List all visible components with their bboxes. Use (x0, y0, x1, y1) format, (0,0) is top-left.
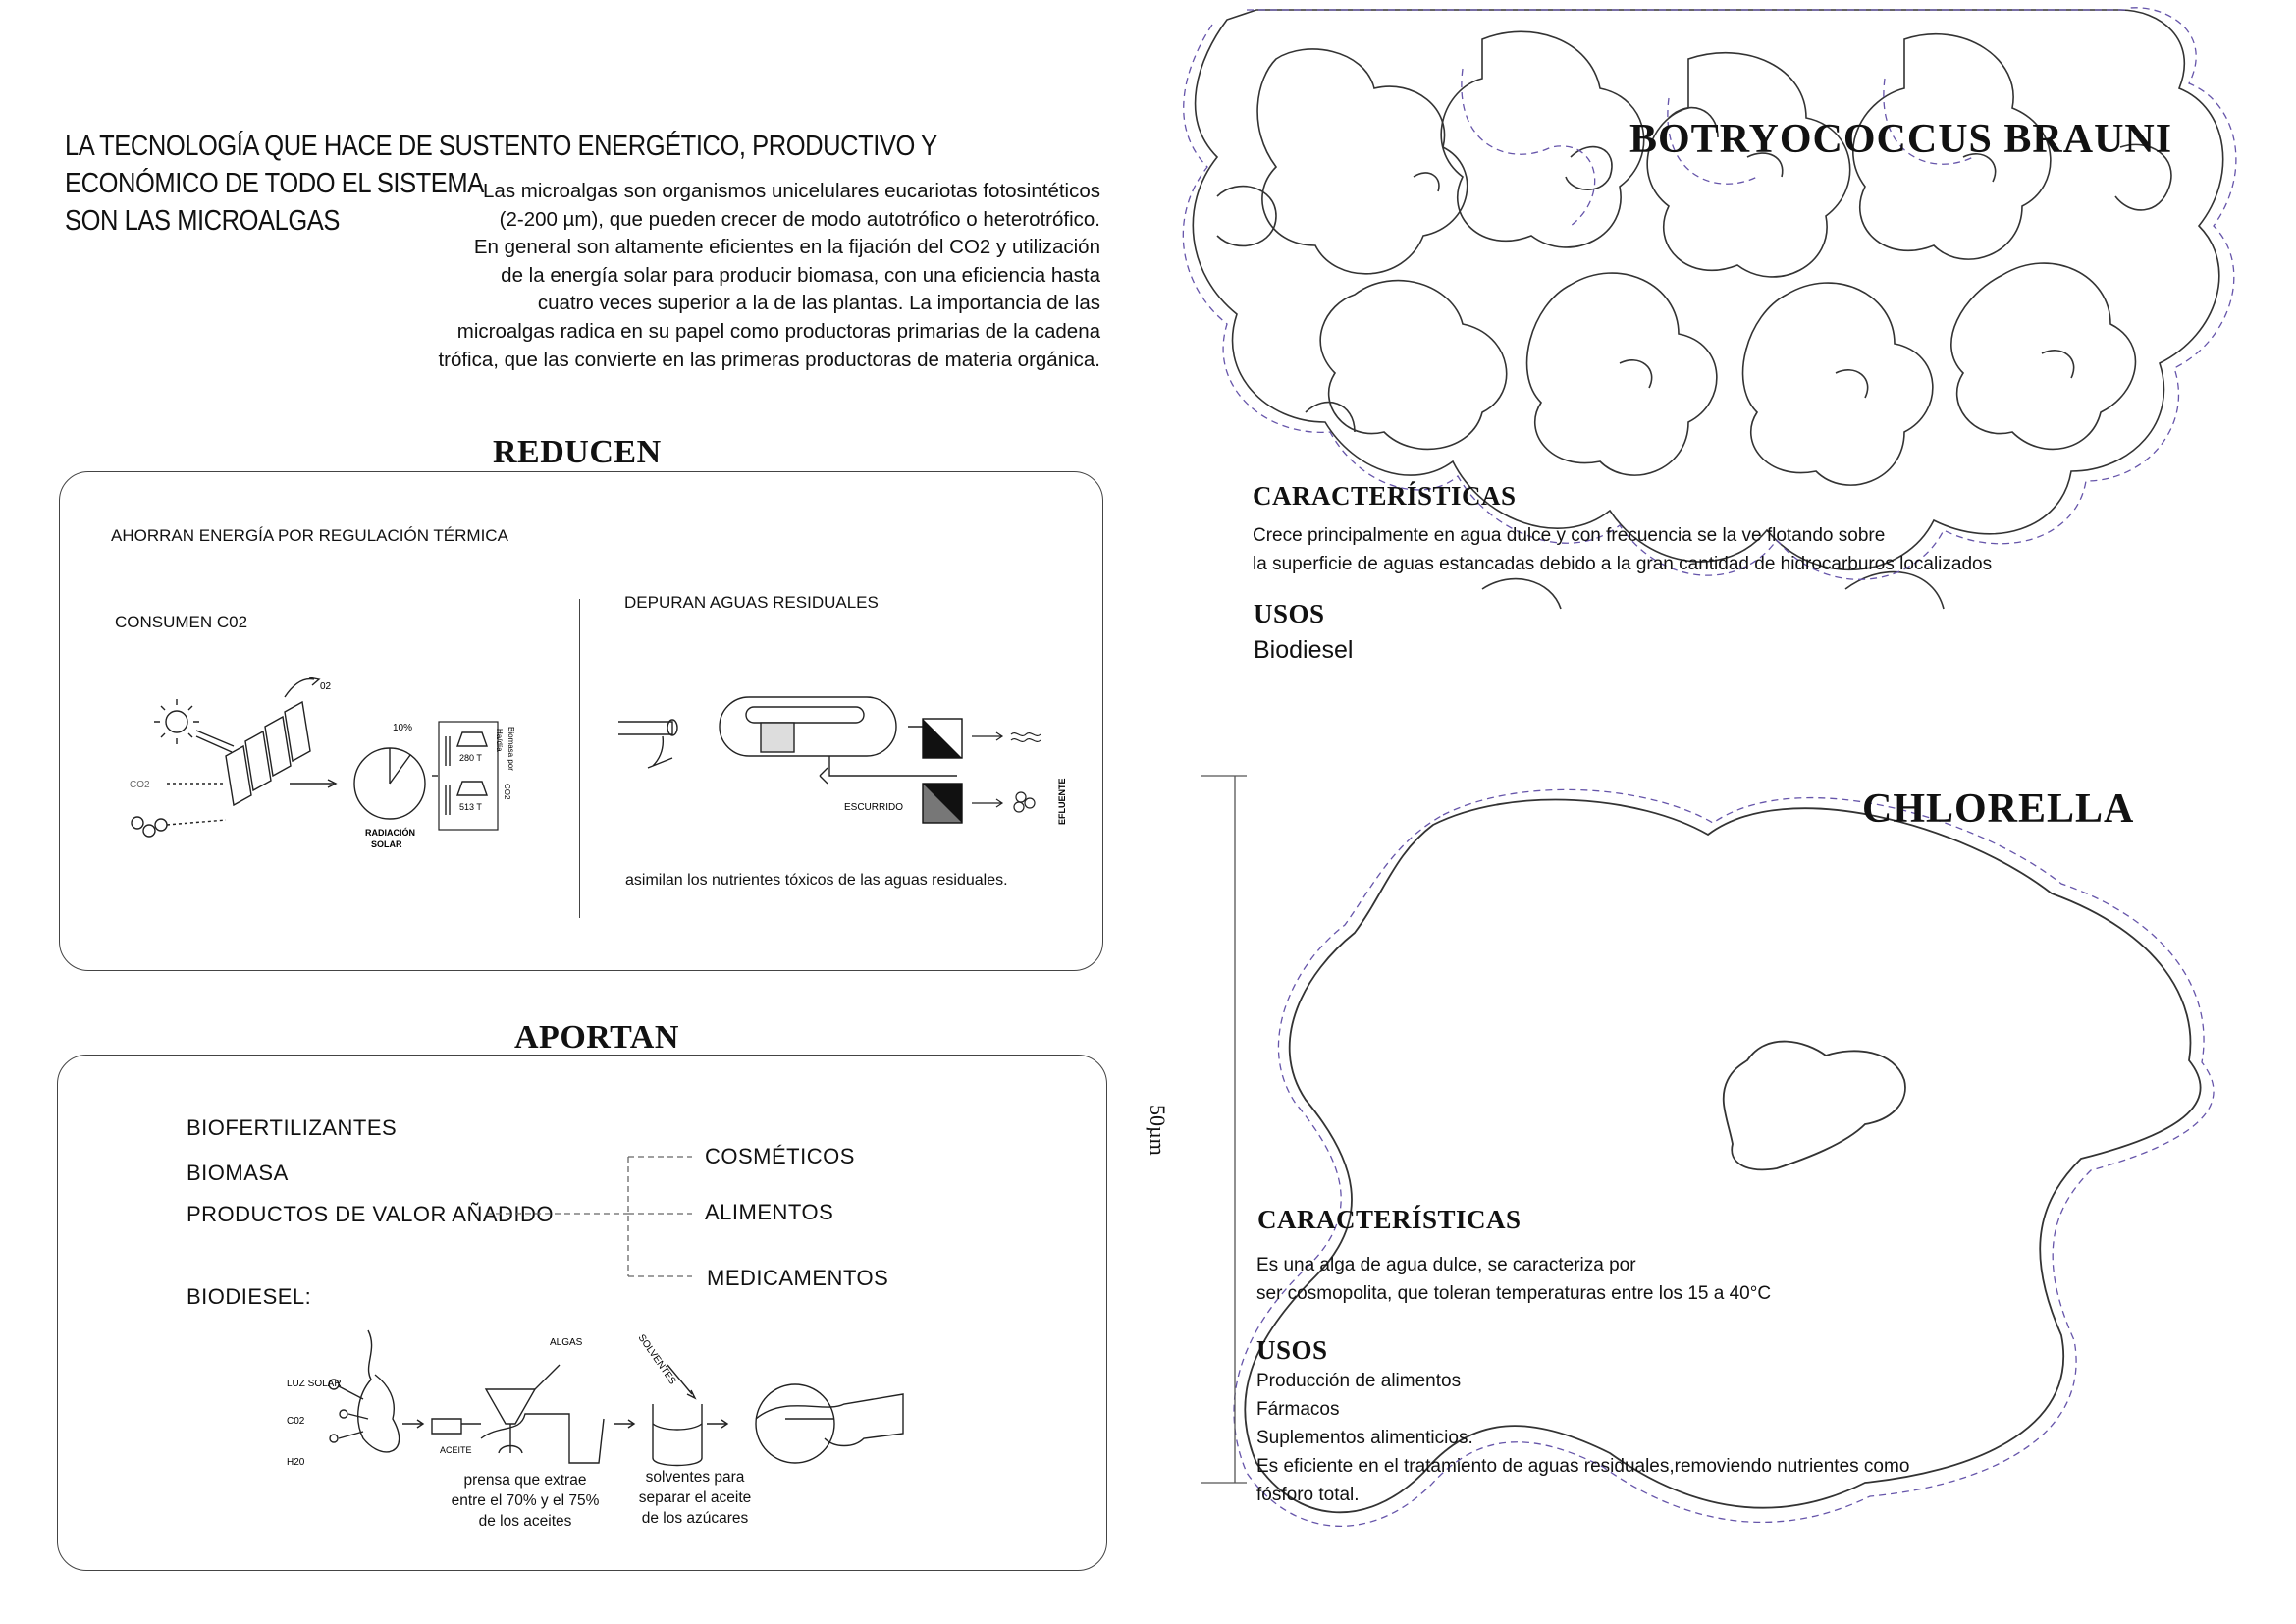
sun-icon (166, 711, 187, 732)
intro-line: (2-200 µm), que pueden crecer de modo autotrófico o heterotrófico. (499, 207, 1100, 231)
caption-line: prensa que extrae (463, 1472, 587, 1489)
medicamentos-label: MEDICAMENTOS (707, 1266, 889, 1290)
botryococcus-caract-text (1253, 521, 1992, 578)
cosmeticos-label: COSMÉTICOS (705, 1144, 855, 1168)
solar-label: SOLAR (371, 839, 402, 849)
botryococcus-usos-text: Biodiesel (1254, 636, 1354, 664)
biomasa-por-label: Biomasa por (507, 727, 515, 771)
o2-label: 02 (320, 681, 332, 692)
biofertilizantes-label: BIOFERTILIZANTES (187, 1115, 398, 1140)
co2-diagram (118, 668, 569, 864)
products-connector (481, 1149, 707, 1286)
caract-line: la superficie de aguas estancadas debido a la gran cantidad de hidrocarburos localizados (1253, 554, 1993, 574)
ha-dia-label: Ha/día (495, 729, 504, 752)
intro-paragraph (402, 178, 1100, 374)
ahorran-label: AHORRAN ENERGÍA POR REGULACIÓN TÉRMICA (111, 526, 508, 545)
chlorella-caract-title: CARACTERÍSTICAS (1257, 1205, 1522, 1234)
usos-line: fósforo total. (1256, 1485, 1360, 1505)
percent-label: 10% (393, 723, 413, 733)
reducen-divider (579, 599, 580, 918)
aportan-title: APORTAN (514, 1019, 679, 1056)
scale-label: 50µm (1146, 1105, 1170, 1156)
solventes-label: SOLVENTES (635, 1332, 678, 1387)
usos-line: Producción de alimentos (1256, 1371, 1462, 1391)
consumen-label: CONSUMEN C02 (115, 613, 248, 631)
wastewater-diagram (614, 677, 1085, 844)
press-caption (427, 1470, 623, 1532)
intro-line: trófica, que las convierte en las primeras productoras de materia orgánica. (438, 348, 1100, 371)
escurrido-label: ESCURRIDO (844, 802, 904, 813)
biodiesel-diagram (275, 1326, 952, 1483)
depuran-label: DEPURAN AGUAS RESIDUALES (624, 593, 879, 612)
asimilan-text: asimilan los nutrientes tóxicos de las aguas residuales. (625, 872, 1008, 889)
t513-label: 513 T (459, 802, 482, 812)
usos-line: Suplementos alimenticios. (1256, 1428, 1473, 1448)
radiacion-label: RADIACIÓN (365, 828, 415, 838)
co2-label: C02 (287, 1416, 305, 1427)
botryococcus-caract-title: CARACTERÍSTICAS (1253, 481, 1517, 511)
caption-line: de los azúcares (641, 1510, 749, 1527)
chlorella-title: CHLORELLA (1862, 786, 2135, 832)
headline-line-2: SON LAS MICROALGAS (65, 205, 340, 237)
chlorella-usos-text (1256, 1367, 1909, 1509)
caption-line: de los aceites (478, 1513, 572, 1530)
usos-line: Es eficiente en el tratamiento de aguas residuales,removiendo nutrientes como (1256, 1456, 1910, 1477)
intro-line: Las microalgas son organismos unicelulares eucariotas fotosintéticos (483, 180, 1100, 202)
caract-line: ser cosmopolita, que toleran temperaturas entre los 15 a 40°C (1256, 1283, 1772, 1304)
scale-bar (1188, 766, 1247, 1492)
intro-line: En general son altamente eficientes en la fijación del CO2 y utilización (473, 236, 1100, 259)
intro-line: de la energía solar para producir biomasa, con una eficiencia hasta (501, 263, 1100, 287)
productos-label: PRODUCTOS DE VALOR AÑADIDO (187, 1202, 555, 1226)
biodiesel-label: BIODIESEL: (187, 1284, 312, 1309)
reducen-title: REDUCEN (493, 434, 662, 470)
usos-line: Fármacos (1256, 1399, 1340, 1420)
alimentos-label: ALIMENTOS (705, 1200, 834, 1224)
chlorella-caract-text (1256, 1251, 1771, 1308)
caption-line: entre el 70% y el 75% (451, 1492, 600, 1509)
co2-label: CO2 (130, 780, 150, 790)
luz-solar-label: LUZ SOLAR (287, 1379, 342, 1389)
t280-label: 280 T (459, 753, 482, 763)
efluente-label: EFLUENTE (1057, 778, 1067, 825)
intro-line: cuatro veces superior a la de las plantas. La importancia de las (537, 292, 1100, 315)
caption-line: separar el aceite (638, 1489, 752, 1506)
h2o-label: H20 (287, 1457, 305, 1468)
caract-line: Es una alga de agua dulce, se caracteriza por (1256, 1255, 1636, 1275)
aceite-label: ACEITE (440, 1445, 472, 1455)
headline-line-1: LA TECNOLOGÍA QUE HACE DE SUSTENTO ENERGÉTICO, PRODUCTIVO Y ECONÓMICO DE TODO EL SISTEMA (65, 131, 937, 199)
biomasa-label: BIOMASA (187, 1161, 289, 1185)
caract-line: Crece principalmente en agua dulce y con frecuencia se la ve flotando sobre (1253, 525, 1886, 546)
algas-label: ALGAS (550, 1337, 583, 1348)
botryococcus-usos-title: USOS (1254, 599, 1325, 628)
botryococcus-title: BOTRYOCOCCUS BRAUNI (1629, 117, 2173, 162)
co2-side-label: CO2 (503, 784, 511, 800)
solvent-caption (597, 1467, 793, 1529)
chlorella-usos-title: USOS (1256, 1335, 1328, 1365)
caption-line: solventes para (645, 1469, 745, 1486)
intro-line: microalgas radica en su papel como productoras primarias de la cadena (456, 319, 1100, 343)
